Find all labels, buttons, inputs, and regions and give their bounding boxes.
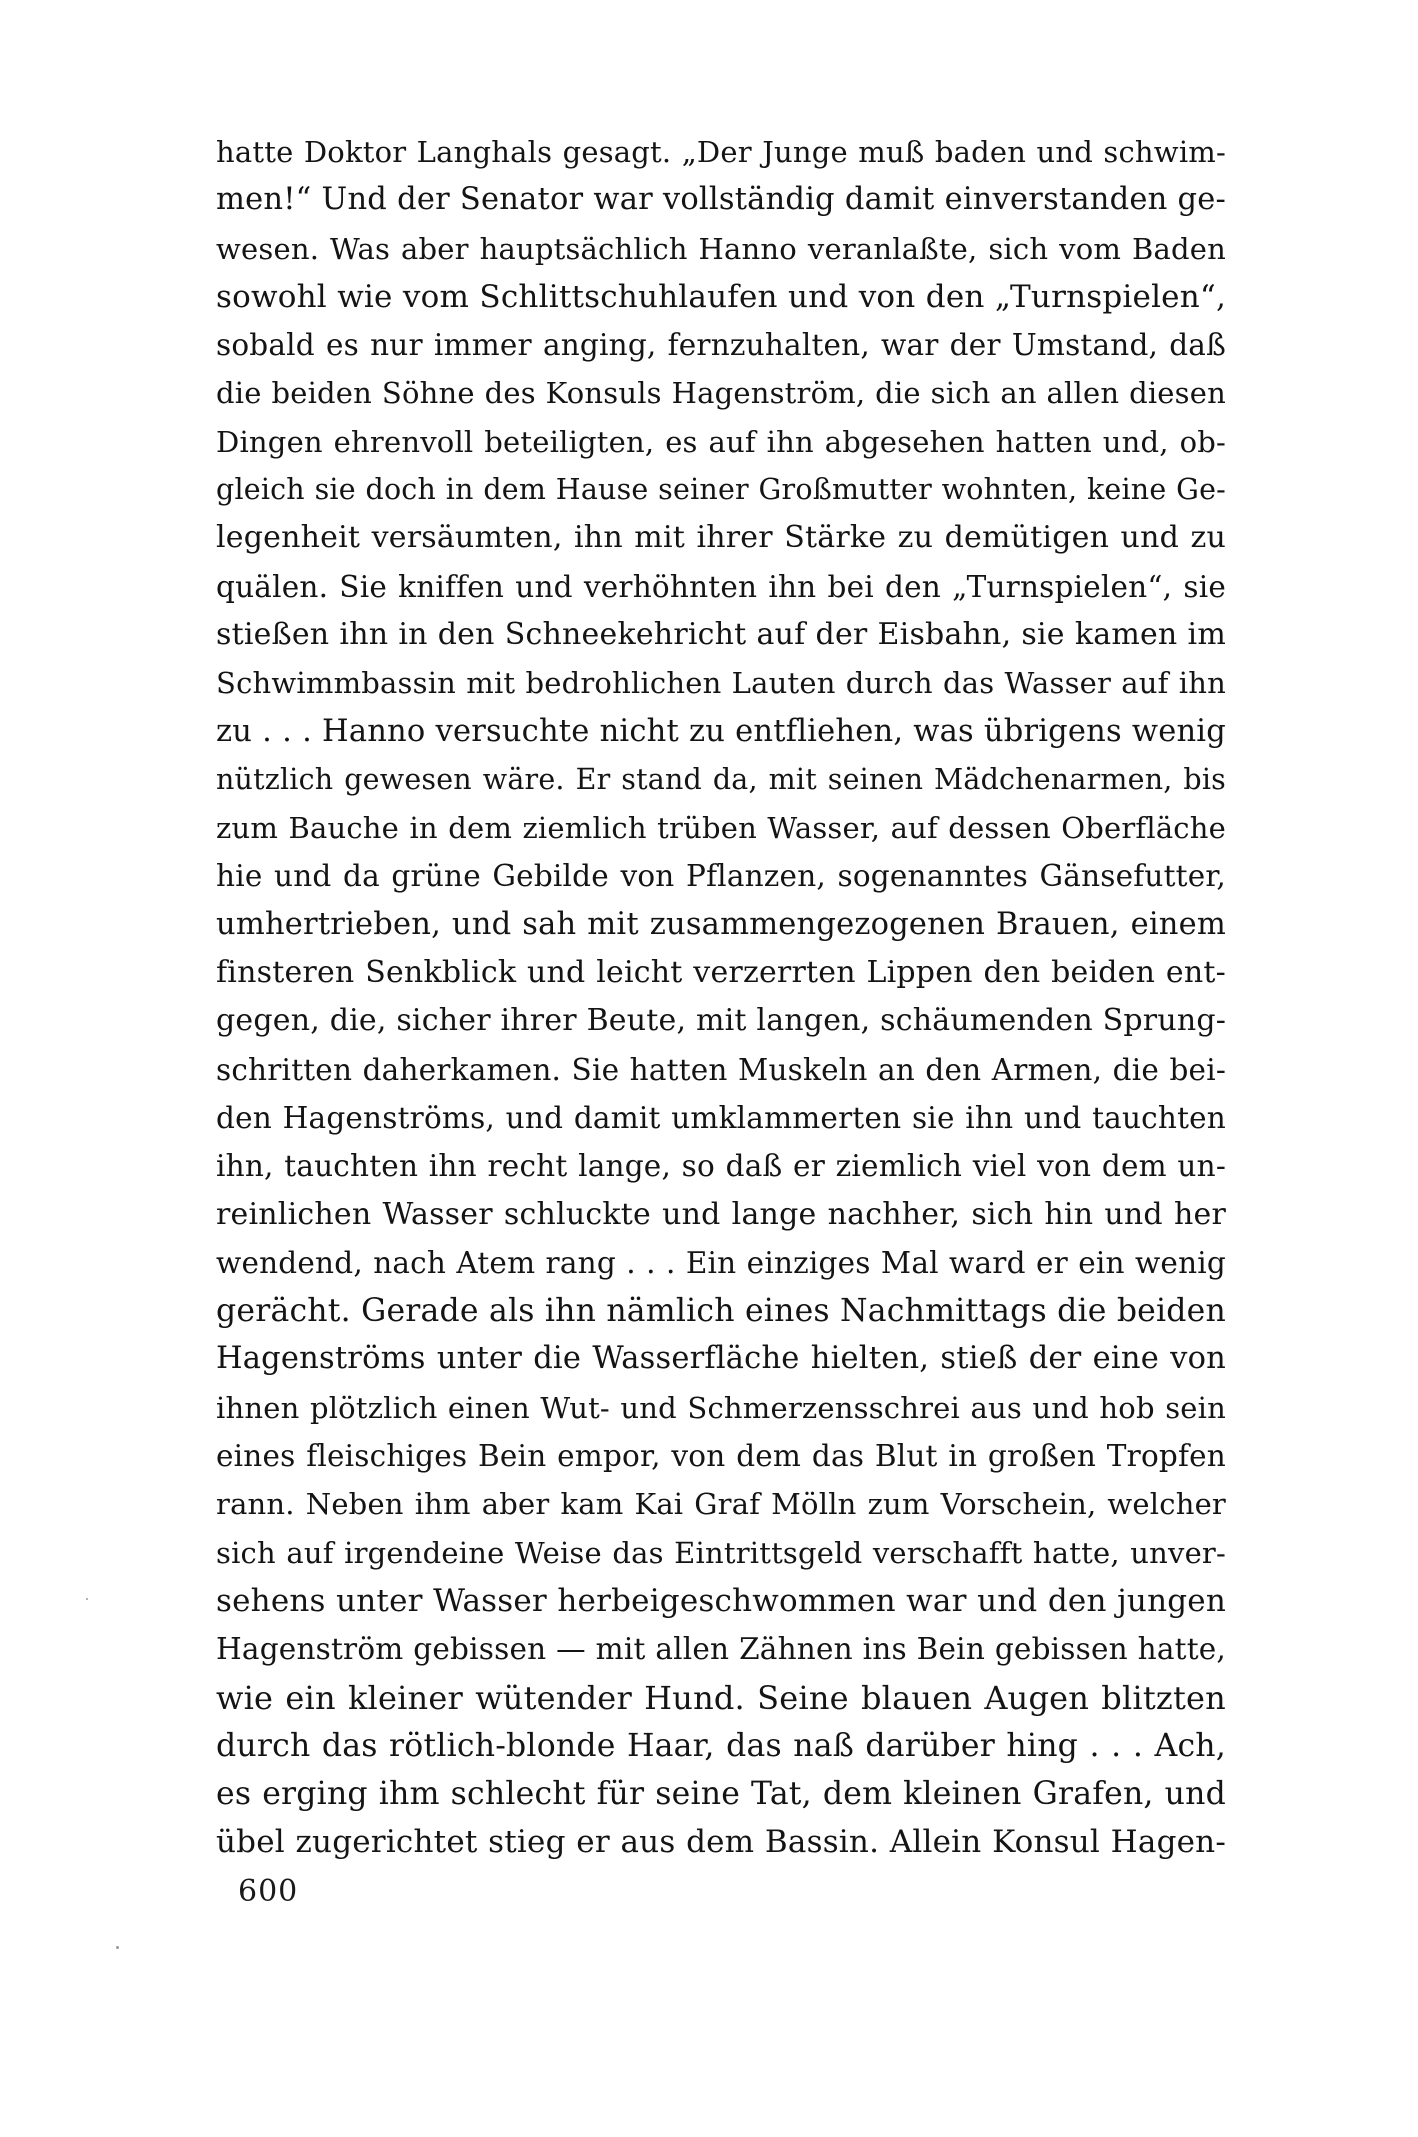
- text-line: sowohl wie vom Schlittschuhlaufen und von den „Turnspielen“,: [216, 278, 1226, 315]
- text-line: gerächt. Gerade als ihn nämlich eines Nachmittags die beiden: [216, 1293, 1226, 1330]
- text-line: umhertrieben, und sah mit zusammengezogenen Brauen, einem: [216, 906, 1226, 942]
- body-text: [216, 128, 1226, 1867]
- text-line: es erging ihm schlecht für seine Tat, dem kleinen Grafen, und: [216, 1776, 1226, 1813]
- text-line: durch das rötlich-blonde Haar, das naß darüber hing . . . Ach,: [216, 1727, 1226, 1764]
- text-line: gleich sie doch in dem Hause seiner Großmutter wohnten, keine Ge-: [216, 473, 1226, 507]
- text-line: wendend, nach Atem rang . . . Ein einziges Mal ward er ein wenig: [216, 1245, 1226, 1280]
- text-line: zum Bauche in dem ziemlich trüben Wasser, auf dessen Oberfläche: [216, 811, 1226, 846]
- text-line: ihnen plötzlich einen Wut- und Schmerzensschrei aus und hob sein: [216, 1390, 1226, 1425]
- text-line: sobald es nur immer anging, fernzuhalten, war der Umstand, daß: [216, 328, 1226, 363]
- text-line: Hagenströms unter die Wasserfläche hielten, stieß der eine von: [216, 1341, 1226, 1377]
- print-speck: [116, 1946, 119, 1949]
- text-line: quälen. Sie kniffen und verhöhnten ihn bei den „Turnspielen“, sie: [216, 569, 1226, 604]
- text-line: reinlichen Wasser schluckte und lange nachher, sich hin und her: [216, 1196, 1226, 1232]
- text-line: Hagenström gebissen — mit allen Zähnen ins Bein gebissen hatte,: [216, 1632, 1226, 1667]
- text-line: wie ein kleiner wütender Hund. Seine blauen Augen blitzten: [216, 1678, 1226, 1717]
- text-line: stießen ihn in den Schneekehricht auf der Eisbahn, sie kamen im: [216, 616, 1226, 652]
- text-line: eines fleischiges Bein empor, von dem das Blut in großen Tropfen: [216, 1439, 1226, 1474]
- text-line: zu . . . Hanno versuchte nicht zu entfliehen, was übrigens wenig: [216, 713, 1226, 749]
- text-line: Dingen ehrenvoll beteiligten, es auf ihn abgesehen hatten und, ob-: [216, 424, 1226, 459]
- text-line: rann. Neben ihm aber kam Kai Graf Mölln zum Vorschein, welcher: [216, 1487, 1226, 1522]
- text-line: sehens unter Wasser herbeigeschwommen war und den jungen: [216, 1582, 1226, 1619]
- page-number: 600: [238, 1874, 299, 1909]
- text-line: sich auf irgendeine Weise das Eintrittsgeld verschafft hatte, unver-: [216, 1535, 1226, 1570]
- text-line: wesen. Was aber hauptsächlich Hanno veranlaßte, sich vom Baden: [216, 231, 1226, 266]
- text-line: ihn, tauchten ihn recht lange, so daß er ziemlich viel von dem un-: [216, 1149, 1226, 1184]
- text-line: gegen, die, sicher ihrer Beute, mit langen, schäumenden Sprung-: [216, 1003, 1227, 1039]
- text-line: nützlich gewesen wäre. Er stand da, mit seinen Mädchenarmen, bis: [216, 762, 1226, 796]
- text-line: schritten daherkamen. Sie hatten Muskeln an den Armen, die bei-: [216, 1052, 1226, 1087]
- print-speck: [86, 1598, 88, 1600]
- text-line: hatte Doktor Langhals gesagt. „Der Junge muß baden und schwim-: [216, 135, 1226, 169]
- text-line: übel zugerichtet stieg er aus dem Bassin. Allein Konsul Hagen-: [216, 1824, 1226, 1861]
- text-line: Schwimmbassin mit bedrohlichen Lauten durch das Wasser auf ihn: [216, 666, 1226, 701]
- text-line: hie und da grüne Gebilde von Pflanzen, sogenanntes Gänsefutter,: [216, 859, 1226, 894]
- text-line: men!“ Und der Senator war vollständig damit einverstanden ge-: [216, 182, 1226, 218]
- text-line: legenheit versäumten, ihn mit ihrer Stärke zu demütigen und zu: [216, 520, 1226, 556]
- text-line: finsteren Senkblick und leicht verzerrten Lippen den beiden ent-: [216, 955, 1226, 991]
- text-line: den Hagenströms, und damit umklammerten sie ihn und tauchten: [216, 1100, 1226, 1135]
- text-line: die beiden Söhne des Konsuls Hagenström, die sich an allen diesen: [216, 376, 1226, 411]
